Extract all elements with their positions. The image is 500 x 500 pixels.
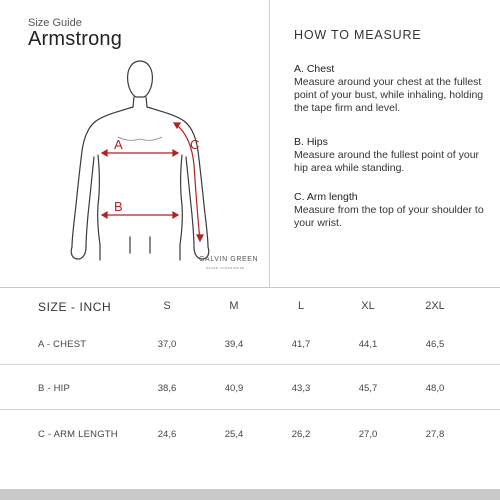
arm-length-title: C. Arm length xyxy=(294,191,358,203)
hips-title: B. Hips xyxy=(294,136,328,148)
label-a: A xyxy=(114,137,123,152)
product-title: Armstrong xyxy=(28,28,123,50)
arm-xl: 27,0 xyxy=(358,429,378,440)
hip-l: 43,3 xyxy=(291,383,311,394)
hip-2xl: 48,0 xyxy=(425,383,445,394)
hip-m: 40,9 xyxy=(224,383,244,394)
size-table-header xyxy=(0,300,500,320)
brand-logo: GALVIN GREEN xyxy=(199,256,259,263)
table-row xyxy=(0,339,500,355)
hip-xl: 45,7 xyxy=(358,383,378,394)
arm-l: 26,2 xyxy=(291,429,311,440)
label-c: C xyxy=(190,137,200,152)
arm-2xl: 27,8 xyxy=(425,429,445,440)
size-col-m: M xyxy=(229,300,239,312)
size-col-l: L xyxy=(297,300,305,312)
label-b: B xyxy=(114,199,123,214)
hips-desc: Measure around the fullest point of your hip area while standing. xyxy=(294,149,480,174)
size-guide-subtitle: Size Guide xyxy=(28,17,82,29)
size-col-s: S xyxy=(163,300,171,312)
chest-l: 41,7 xyxy=(291,339,311,350)
chest-2xl: 46,5 xyxy=(425,339,445,350)
row-label-chest: A - CHEST xyxy=(38,339,87,350)
arm-m: 25,4 xyxy=(224,429,244,440)
left-arm-outline xyxy=(72,107,133,247)
head-outline xyxy=(128,61,153,97)
brand-tagline: NEVER COMPROMISE xyxy=(206,266,245,270)
size-col-xl: XL xyxy=(361,300,375,312)
chest-m: 39,4 xyxy=(224,339,244,350)
chest-title: A. Chest xyxy=(294,63,335,75)
table-row xyxy=(0,383,500,399)
row-divider xyxy=(0,409,500,410)
chest-s: 37,0 xyxy=(157,339,177,350)
hip-s: 38,6 xyxy=(157,383,177,394)
arm-length-desc: Measure from the top of your shoulder to your wrist. xyxy=(294,204,484,229)
row-label-arm-length: C - ARM LENGTH xyxy=(38,429,118,440)
vertical-divider xyxy=(269,0,270,287)
row-label-hip: B - HIP xyxy=(38,383,71,394)
footer-bar xyxy=(0,489,500,500)
arm-s: 24,6 xyxy=(157,429,177,440)
size-unit-label: SIZE - INCH xyxy=(38,300,112,314)
row-divider xyxy=(0,364,500,365)
how-to-measure-heading: HOW TO MEASURE xyxy=(294,28,422,42)
section-divider xyxy=(0,287,500,288)
chest-desc: Measure around your chest at the fullest point of your bust, while inhaling, holding the tape firm and level. xyxy=(294,76,484,114)
size-col-2xl: 2XL xyxy=(425,300,445,312)
body-measurement-figure xyxy=(60,55,270,280)
table-row xyxy=(0,429,500,445)
chest-xl: 44,1 xyxy=(358,339,378,350)
